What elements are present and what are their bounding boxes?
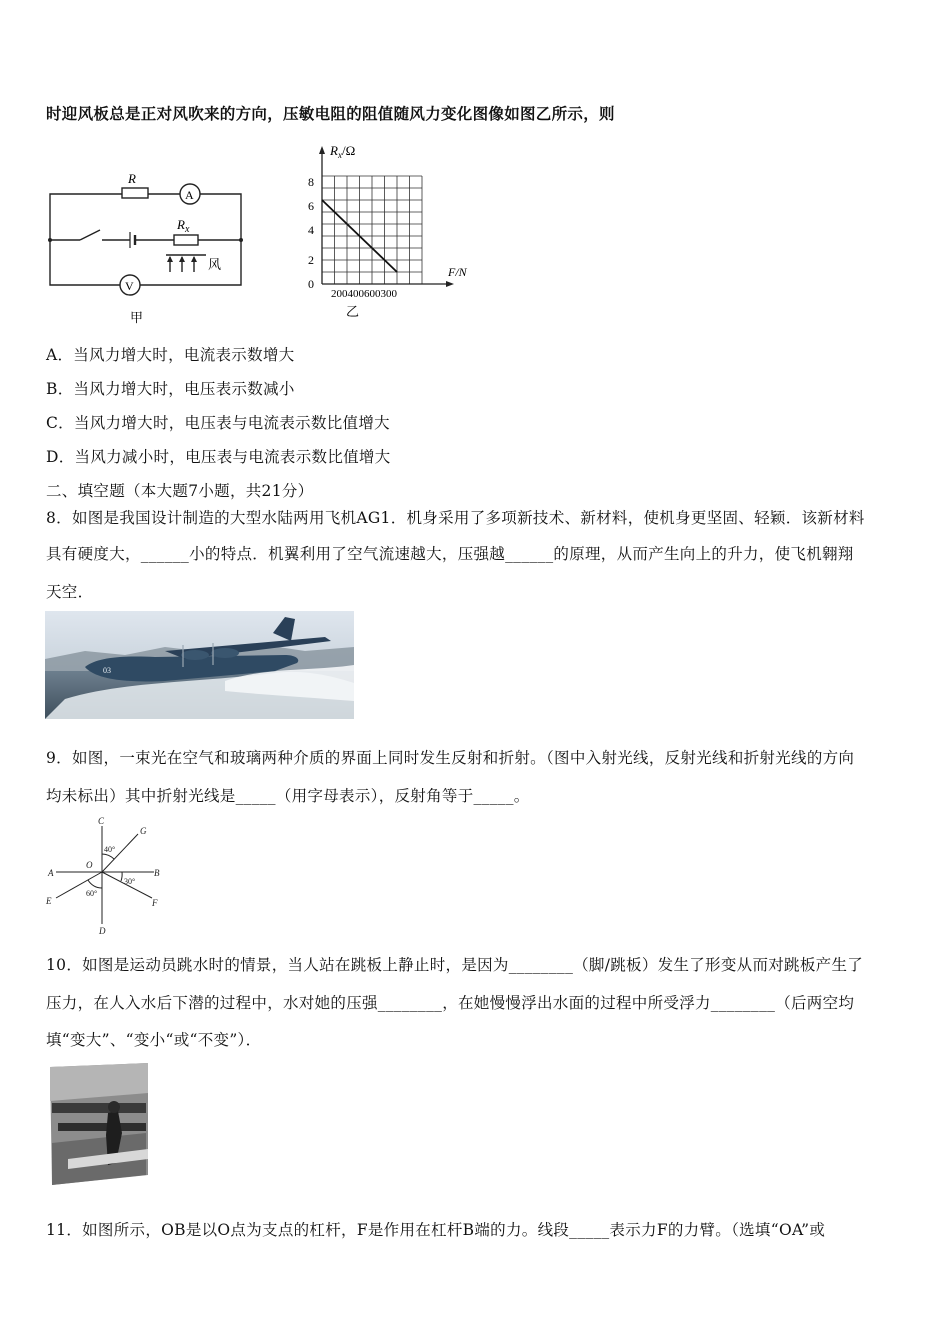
circuit-diagram	[44, 160, 254, 330]
resistance-force-graph	[300, 138, 480, 323]
angle-60: 60°	[86, 889, 98, 898]
label-d: D	[99, 926, 106, 936]
ammeter-label: A	[185, 188, 194, 202]
section-heading: 二、填空题（本大题7小题，共21分）	[46, 482, 314, 500]
intro-line: 时迎风板总是正对风吹来的方向，压敏电阻的阻值随风力变化图像如图乙所示，则	[46, 104, 615, 123]
voltmeter-label: V	[125, 279, 134, 293]
q8-line-3: 天空．	[46, 583, 94, 601]
wind-label: 风	[208, 257, 222, 272]
seaplane-photo	[45, 611, 354, 719]
y-tick-2: 2	[308, 253, 314, 267]
q8-line-1: 8．如图是我国设计制造的大型水陆两用飞机AG1．机身采用了多项新技术、新材料，使机身更坚固、轻颖．该新材料	[46, 509, 865, 527]
label-e: E	[46, 896, 52, 906]
circuit-caption: 甲	[130, 310, 144, 325]
x-tick-labels: 200400600300	[331, 288, 397, 300]
y-tick-4: 4	[308, 223, 314, 237]
q10-line-1: 10．如图是运动员跳水时的情景，当人站在跳板上静止时，是因为________（脚/跳板）发生了形变从而对跳板产生了	[46, 956, 864, 974]
q11-line-1: 11．如图所示，OB是以O点为支点的杠杆，F是作用在杠杆B端的力。线段_____表示力F的力臂。（选填“OA”或	[46, 1221, 826, 1239]
angle-40: 40°	[104, 845, 116, 854]
q10-line-3: 填“变大”、“变小“或“不变”）．	[46, 1031, 262, 1049]
label-b: B	[154, 868, 160, 878]
svg-text:03: 03	[103, 666, 111, 675]
x-axis-label: F/N	[448, 265, 467, 279]
resistor-r-label: R	[128, 171, 136, 186]
q9-line-2: 均未标出）其中折射光线是_____（用字母表示），反射角等于_____。	[46, 787, 530, 805]
graph-caption: 乙	[346, 304, 360, 319]
rx-label: $R_x$	[177, 217, 190, 235]
label-a: A	[48, 868, 54, 878]
y-tick-0: 0	[308, 277, 314, 291]
label-f: F	[152, 898, 158, 908]
angle-30: 30°	[124, 877, 136, 886]
label-c: C	[98, 816, 105, 826]
y-tick-8: 8	[308, 175, 314, 189]
q9-line-1: 9．如图，一束光在空气和玻璃两种介质的界面上同时发生反射和折射。（图中入射光线，反射光线和折射光线的方向	[46, 749, 855, 767]
option-c: C．当风力增大时，电压表与电流表示数比值增大	[46, 414, 390, 432]
option-b: B．当风力增大时，电压表示数减小	[46, 380, 295, 398]
light-refraction-diagram	[44, 814, 174, 936]
label-g: G	[140, 826, 147, 836]
diver-photo	[48, 1063, 150, 1189]
y-tick-6: 6	[308, 199, 314, 213]
option-d: D．当风力减小时，电压表与电流表示数比值增大	[46, 448, 391, 466]
q10-line-2: 压力，在人入水后下潜的过程中，水对她的压强________，在她慢慢浮出水面的过程中所受浮力________（后两空均	[46, 994, 855, 1012]
y-axis-label: $R_x/\Omega$	[330, 143, 356, 160]
q8-line-2: 具有硬度大，______小的特点．机翼利用了空气流速越大，压强越______的原理，从而产生向上的升力，使飞机翱翔	[46, 545, 854, 563]
label-o: O	[86, 860, 93, 870]
option-a: A．当风力增大时，电流表示数增大	[46, 346, 295, 364]
